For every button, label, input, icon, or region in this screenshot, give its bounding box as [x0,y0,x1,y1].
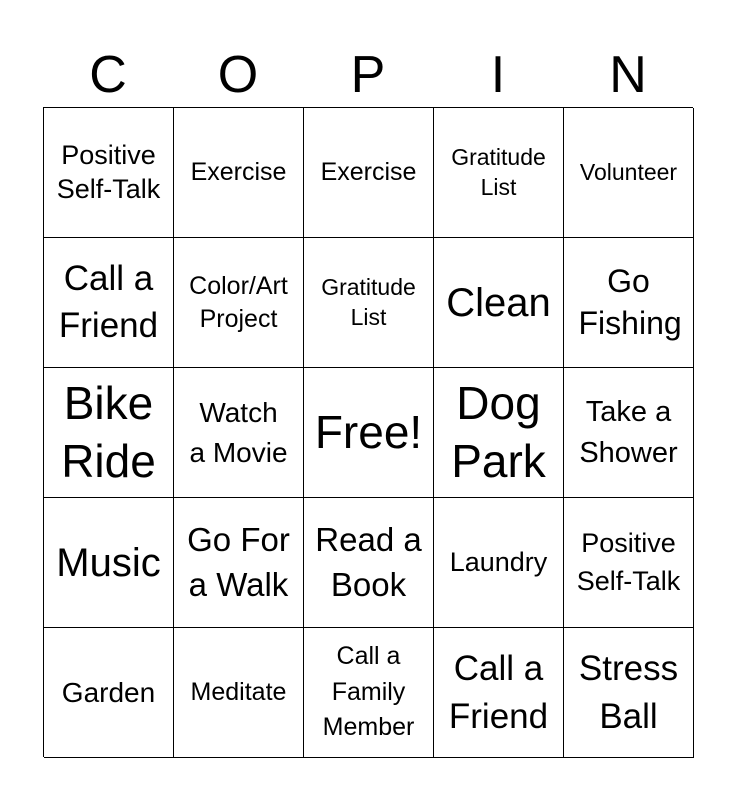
bingo-cell[interactable] [434,238,564,368]
bingo-cell[interactable] [434,368,564,498]
cell-text: Positive Self-Talk [56,139,161,204]
cell-text: Stress Ball [578,648,679,736]
bingo-cell[interactable] [304,238,434,368]
bingo-board [43,107,693,757]
cell-text: Call a Family Member [322,642,415,742]
bingo-cell[interactable] [564,628,694,758]
header-letter-p: P [350,46,386,104]
bingo-cell[interactable] [174,498,304,628]
bingo-cell[interactable] [434,108,564,238]
bingo-cell[interactable] [304,498,434,628]
cell-text: Positive Self-Talk [576,527,681,596]
cell-text: Gratitude List [451,143,546,200]
bingo-cell[interactable] [44,498,174,628]
bingo-cell[interactable] [44,238,174,368]
cell-text: Bike Ride [61,377,156,487]
bingo-cell[interactable] [304,368,434,498]
cell-text: Laundry [449,546,548,577]
cell-text: Music [56,540,161,585]
bingo-cell[interactable] [564,108,694,238]
cell-text: Color/Art Project [189,271,288,333]
header-letter-i: I [490,46,506,104]
bingo-cell[interactable] [564,238,694,368]
bingo-cell[interactable] [564,368,694,498]
cell-text: Exercise [190,158,287,187]
bingo-cell[interactable] [304,628,434,758]
bingo-cell[interactable] [44,368,174,498]
cell-text: Free! [314,405,423,458]
bingo-cell[interactable] [174,368,304,498]
bingo-cell[interactable] [44,628,174,758]
bingo-header [43,44,693,106]
cell-text: Take a Shower [579,395,678,469]
cell-text: Read a Book [315,520,422,603]
cell-text: Dog Park [451,377,546,487]
cell-text: Meditate [190,678,287,707]
bingo-cell[interactable] [44,108,174,238]
cell-text: Call a Friend [448,648,549,736]
cell-text: Garden [61,677,156,708]
bingo-cell[interactable] [174,628,304,758]
bingo-cell[interactable] [174,238,304,368]
bingo-cell[interactable] [434,498,564,628]
header-letter-n: N [609,46,647,104]
bingo-cell[interactable] [564,498,694,628]
cell-text: Go For a Walk [187,520,290,603]
cell-text: Exercise [320,158,417,187]
bingo-cell[interactable] [304,108,434,238]
bingo-cell[interactable] [174,108,304,238]
cell-text: Call a Friend [58,259,159,345]
cell-text: Volunteer [579,158,678,185]
cell-text: Gratitude List [321,273,416,330]
cell-text: Go Fishing [578,262,682,341]
cell-text: Clean [446,280,551,325]
header-letter-o: O [217,46,259,104]
cell-text: Watch a Movie [189,396,288,468]
bingo-cell[interactable] [434,628,564,758]
header-letter-c: C [89,46,127,104]
